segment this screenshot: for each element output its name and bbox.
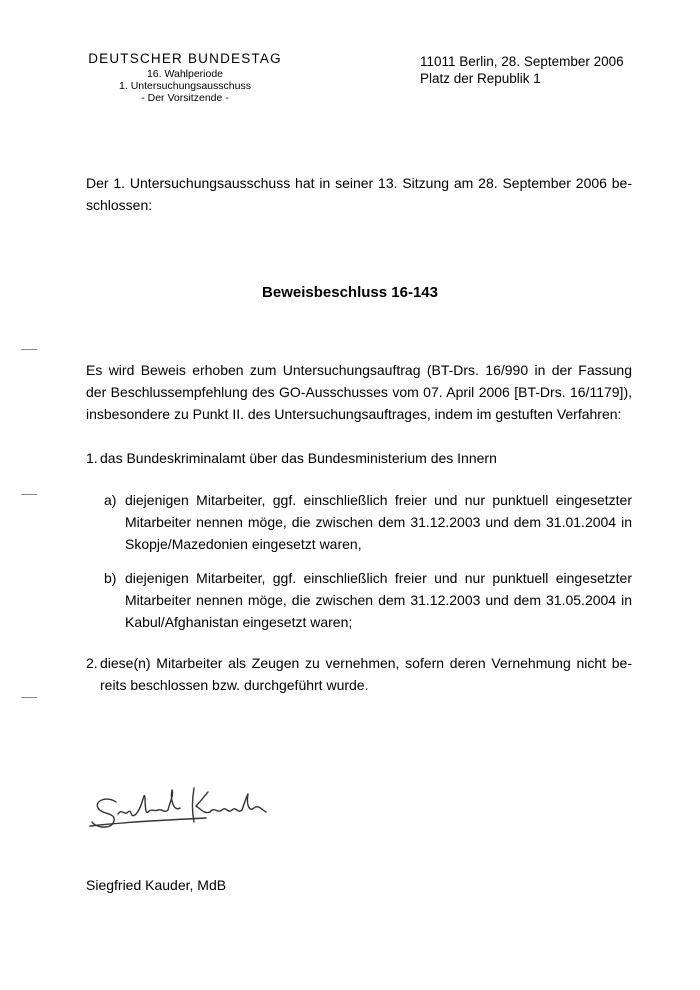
- item-b-line-2: Mitarbeiter nennen möge, die zwischen dem 31.12.2003 und dem 31.05.2004 in: [125, 592, 632, 608]
- margin-mark: [21, 697, 37, 698]
- item-1-text: das Bundeskriminalamt über das Bundesministerium des Innern: [100, 450, 497, 466]
- item-b-line-1: diejenigen Mitarbeiter, ggf. einschließlich freier und nur punktuell eingesetzter: [125, 570, 632, 586]
- committee-name: 1. Untersuchungsausschuss: [119, 80, 251, 92]
- signatory-name: Siegfried Kauder, MdB: [86, 877, 227, 893]
- body-line-1: Es wird Beweis erhoben zum Untersuchungsauftrag (BT-Drs. 16/990 in der Fassung: [86, 362, 632, 378]
- organization-name: DEUTSCHER BUNDESTAG: [88, 51, 282, 66]
- item-2-line-1: diese(n) Mitarbeiter als Zeugen zu vernehmen, sofern deren Vernehmung nicht be-: [100, 655, 632, 671]
- legislative-period: 16. Wahlperiode: [146, 68, 224, 80]
- item-1-number: 1.: [86, 450, 98, 466]
- address: Platz der Republik 1: [420, 71, 541, 86]
- item-b-label: b): [104, 570, 117, 586]
- margin-mark: [21, 494, 37, 495]
- place-date: 11011 Berlin, 28. September 2006: [420, 54, 624, 69]
- margin-mark: [21, 349, 37, 350]
- handwritten-signature: [86, 782, 276, 844]
- item-2-line-2: reits beschlossen bzw. durchgeführt wurde.: [100, 677, 369, 693]
- body-line-3: insbesondere zu Punkt II. des Untersuchungsauftrages, indem im gestuften Verfahren:: [86, 406, 622, 422]
- body-line-2: der Beschlussempfehlung des GO-Ausschusses vom 07. April 2006 [BT-Drs. 16/1179]),: [86, 384, 632, 400]
- item-a-line-3: Skopje/Mazedonien eingesetzt waren,: [125, 536, 362, 552]
- item-a-label: a): [104, 492, 117, 508]
- intro-line-1: Der 1. Untersuchungsausschuss hat in seiner 13. Sitzung am 28. September 2006 be-: [86, 175, 632, 191]
- item-2-number: 2.: [86, 655, 98, 671]
- chairman-line: - Der Vorsitzende -: [141, 92, 229, 104]
- item-a-line-2: Mitarbeiter nennen möge, die zwischen dem 31.12.2003 und dem 31.01.2004 in: [125, 514, 632, 530]
- intro-line-2: schlossen:: [86, 197, 153, 213]
- item-a-line-1: diejenigen Mitarbeiter, ggf. einschließlich freier und nur punktuell eingesetzter: [125, 492, 632, 508]
- item-b-line-3: Kabul/Afghanistan eingesetzt waren;: [125, 614, 353, 630]
- document-title: Beweisbeschluss 16-143: [262, 284, 438, 301]
